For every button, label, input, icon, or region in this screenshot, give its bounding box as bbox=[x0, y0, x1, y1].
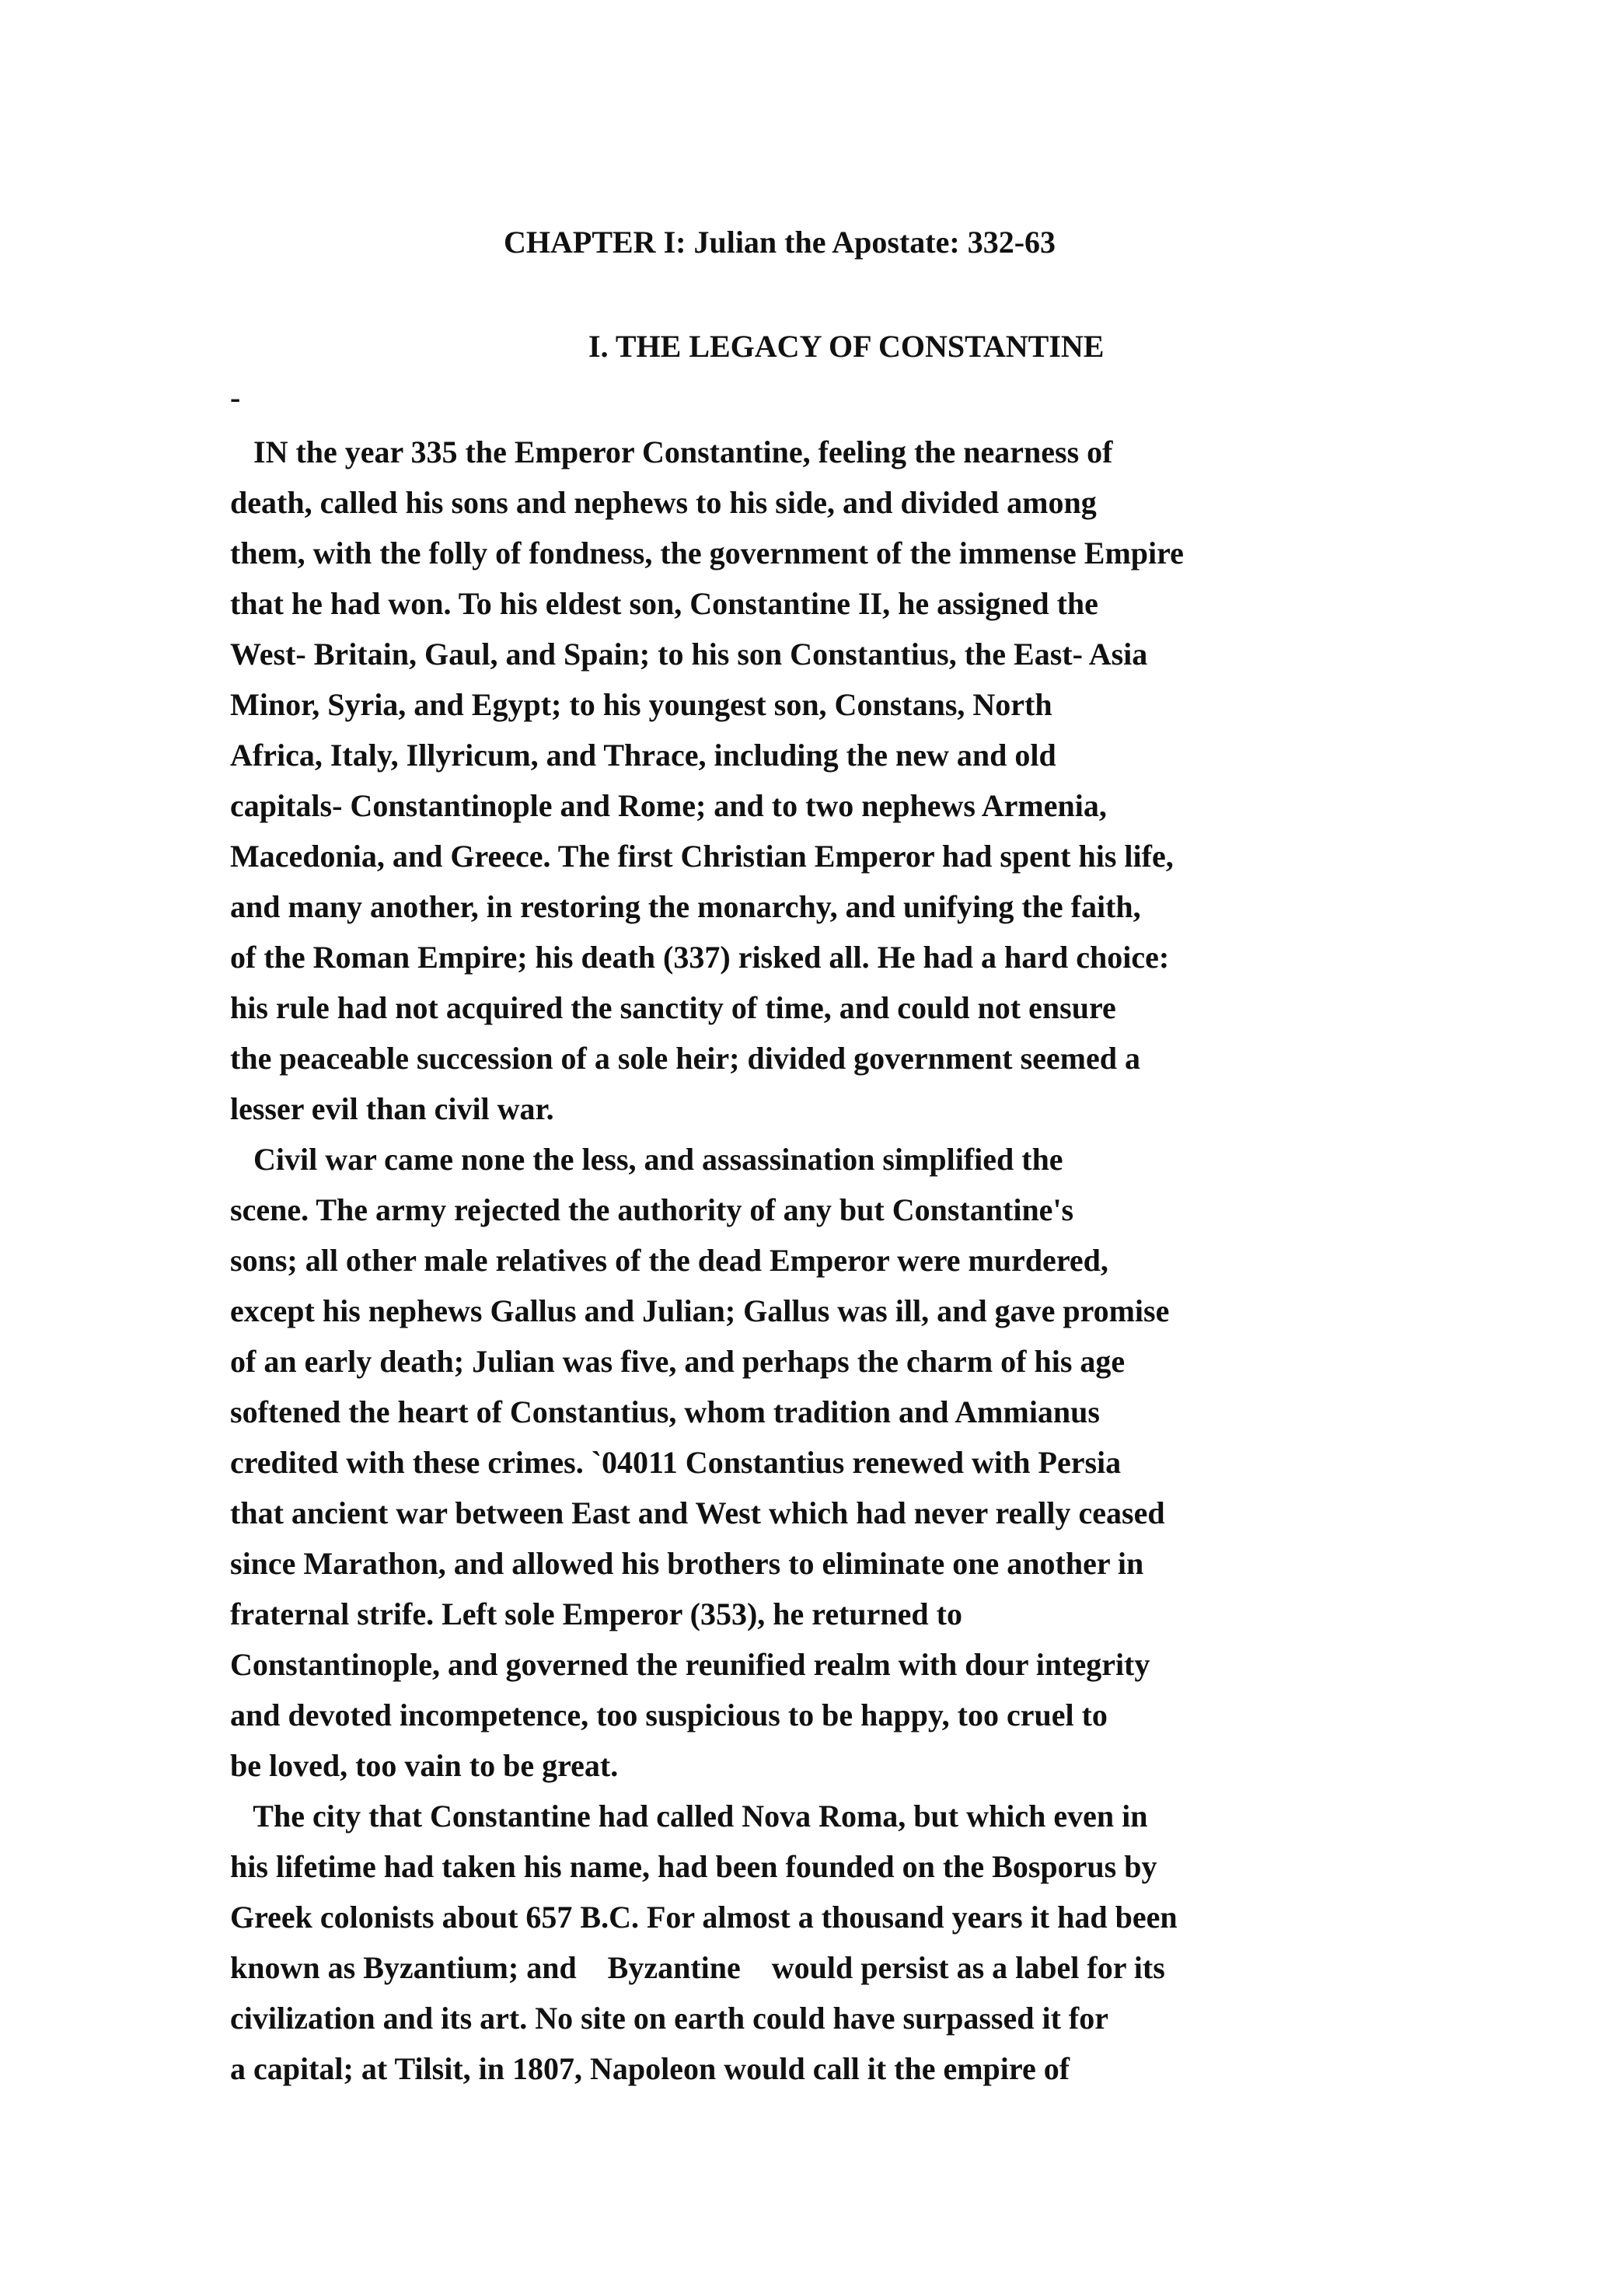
text-line: be loved, too vain to be great. bbox=[230, 1748, 619, 1783]
text-line: of the Roman Empire; his death (337) risked all. He had a hard choice: bbox=[230, 940, 1170, 975]
text-line: since Marathon, and allowed his brothers to eliminate one another in bbox=[230, 1546, 1144, 1581]
text-line: his rule had not acquired the sanctity of time, and could not ensure bbox=[230, 990, 1116, 1025]
text-line: that ancient war between East and West which had never really ceased bbox=[230, 1495, 1165, 1530]
text-line: West- Britain, Gaul, and Spain; to his son Constantius, the East- Asia bbox=[230, 637, 1148, 672]
text-line: lesser evil than civil war. bbox=[230, 1091, 554, 1126]
body-text bbox=[230, 427, 1551, 2094]
text-line: and devoted incompetence, too suspicious to be happy, too cruel to bbox=[230, 1698, 1108, 1732]
section-title: I. THE LEGACY OF CONSTANTINE bbox=[588, 329, 1105, 364]
text-line: of an early death; Julian was five, and perhaps the charm of his age bbox=[230, 1344, 1126, 1379]
text-line: Greek colonists about 657 B.C. For almost a thousand years it had been bbox=[230, 1900, 1178, 1935]
text-line: them, with the folly of fondness, the government of the immense Empire bbox=[230, 536, 1184, 571]
text-line: the peaceable succession of a sole heir; divided government seemed a bbox=[230, 1041, 1140, 1076]
text-line: softened the heart of Constantius, whom tradition and Ammianus bbox=[230, 1394, 1100, 1429]
text-line: a capital; at Tilsit, in 1807, Napoleon would call it the empire of bbox=[230, 2051, 1070, 2086]
text-line: IN the year 335 the Emperor Constantine, feeling the nearness of bbox=[230, 434, 1113, 469]
text-line: scene. The army rejected the authority of any but Constantine's bbox=[230, 1192, 1074, 1227]
text-line: fraternal strife. Left sole Emperor (353), he returned to bbox=[230, 1596, 962, 1631]
text-line: that he had won. To his eldest son, Constantine II, he assigned the bbox=[230, 586, 1098, 621]
text-line: death, called his sons and nephews to his side, and divided among bbox=[230, 485, 1097, 520]
text-line: credited with these crimes. `04011 Constantius renewed with Persia bbox=[230, 1445, 1122, 1480]
text-line: sons; all other male relatives of the dead Emperor were murdered, bbox=[230, 1243, 1108, 1278]
text-line: capitals- Constantinople and Rome; and to two nephews Armenia, bbox=[230, 788, 1107, 823]
text-line: The city that Constantine had called Nova Roma, but which even in bbox=[230, 1799, 1148, 1834]
chapter-title: CHAPTER I: Julian the Apostate: 332-63 bbox=[504, 225, 1056, 260]
text-line: and many another, in restoring the monarchy, and unifying the faith, bbox=[230, 889, 1141, 924]
text-line: Civil war came none the less, and assassination simplified the bbox=[230, 1142, 1063, 1177]
text-line: Macedonia, and Greece. The first Christian Emperor had spent his life, bbox=[230, 839, 1174, 874]
text-line: his lifetime had taken his name, had been founded on the Bosporus by bbox=[230, 1849, 1157, 1884]
text-line: Minor, Syria, and Egypt; to his youngest son, Constans, North bbox=[230, 687, 1052, 722]
text-line: civilization and its art. No site on earth could have surpassed it for bbox=[230, 2001, 1108, 2036]
dash-mark: - bbox=[230, 380, 241, 415]
text-line: except his nephews Gallus and Julian; Gallus was ill, and gave promise bbox=[230, 1293, 1170, 1328]
text-line: Africa, Italy, Illyricum, and Thrace, including the new and old bbox=[230, 738, 1056, 773]
text-line: Constantinople, and governed the reunified realm with dour integrity bbox=[230, 1647, 1150, 1682]
text-line: known as Byzantium; and Byzantine would persist as a label for its bbox=[230, 1950, 1165, 1985]
